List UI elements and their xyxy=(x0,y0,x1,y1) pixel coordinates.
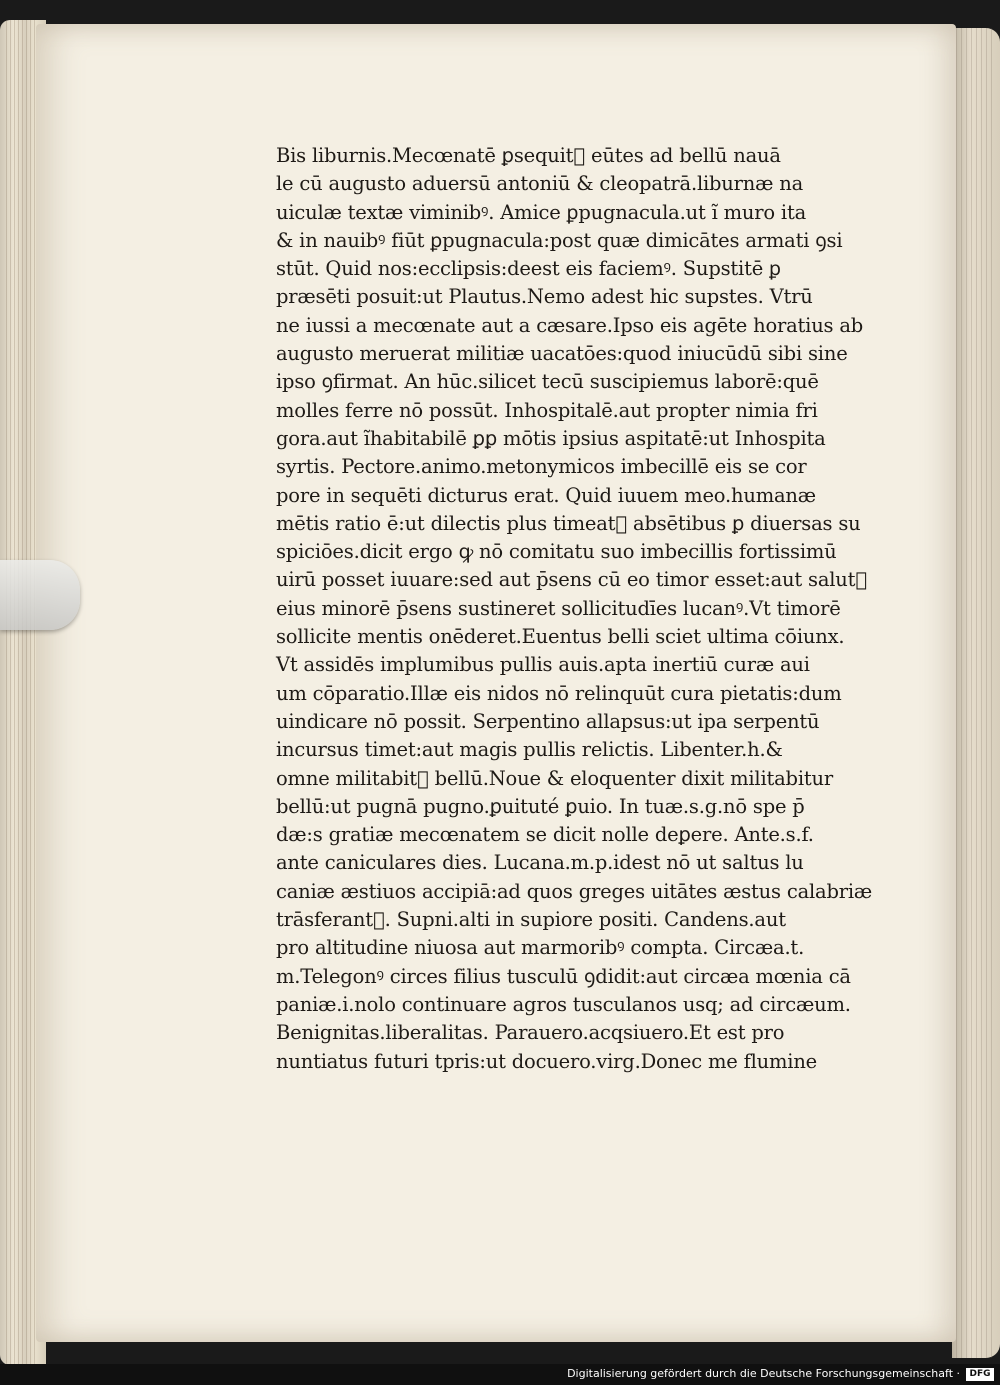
text-line: gora.aut ĩhabitabilē ꝑꝑ mōtis ipsius aspitatē:ut Inhospita xyxy=(276,426,826,450)
digitization-footer xyxy=(0,1364,1000,1385)
text-line: eius minorē p̄sens sustineret sollicitudīes lucanꝰ.Vt timorē xyxy=(276,596,841,620)
text-line: Bis liburnis.Mecœnatē ꝑsequitᷣ eūtes ad bellū nauā xyxy=(276,144,781,167)
page-leaf xyxy=(36,24,956,1342)
text-line: sollicite mentis onēderet.Euentus belli sciet ultima cōiunx. xyxy=(276,625,845,649)
text-line: ipso ꝯfirmat. An hūc.silicet tecū suscipiemus laborē:quē xyxy=(276,370,819,394)
text-line: Benignitas.liberalitas. Parauero.acqsiuero.Et est pro xyxy=(276,1021,785,1045)
text-line: bellū:ut pugnā pugno.ꝑuituté ꝑuio. In tuæ.s.g.nō spe p̄ xyxy=(276,794,805,818)
text-line: spiciōes.dicit ergo ꝙ nō comitatu suo imbecillis fortissimū xyxy=(276,540,837,564)
text-line: Vt assidēs implumibus pullis auis.apta inertiū curæ aui xyxy=(276,653,810,677)
text-line: præsēti posuit:ut Plautus.Nemo adest hic supstes. Vtrū xyxy=(276,285,813,309)
footer-credit-text: Digitalisierung gefördert durch die Deutsche Forschungsgemeinschaft · xyxy=(567,1367,960,1380)
right-page-edges xyxy=(952,28,1000,1358)
text-line: syrtis. Pectore.animo.metonymicos imbecillē eis se cor xyxy=(276,455,807,479)
text-line: le cū augusto aduersū antoniū & cleopatrā.liburnæ na xyxy=(276,172,804,196)
text-line: uirū posset iuuare:sed aut p̄sens cū eo timor esset:aut salutᷣ xyxy=(276,568,868,592)
text-line: stūt. Quid nos:ecclipsis:deest eis faciemꝰ. Supstitē ꝑ xyxy=(276,257,781,281)
text-line: molles ferre nō possūt. Inhospitalē.aut propter nimia fri xyxy=(276,398,818,422)
text-line: pore in sequēti dicturus erat. Quid iuuem meo.humanæ xyxy=(276,483,816,507)
page-clip xyxy=(0,560,80,630)
text-line: pro altitudine niuosa aut marmoribꝰ compta. Circæa.t. xyxy=(276,936,805,960)
text-line: nuntiatus futuri tpris:ut docuero.virg.Donec me flumine xyxy=(276,1049,818,1073)
text-line: um cōparatio.Illæ eis nidos nō relinquūt cura pietatis:dum xyxy=(276,681,842,705)
text-line: uindicare nō possit. Serpentino allapsus:ut ipa serpentū xyxy=(276,709,820,733)
text-line: & in nauibꝰ fiūt ꝑpugnacula:post quæ dimicātes armati ꝯsi xyxy=(276,228,843,252)
text-line: m.Telegonꝰ circes filius tusculū ꝯdidit:aut circæa mœnia cā xyxy=(276,964,851,988)
text-line: omne militabitᷣ bellū.Noue & eloquenter dixit militabitur xyxy=(276,766,833,790)
text-line: incursus timet:aut magis pullis relictis. Libenter.h.& xyxy=(276,738,783,762)
text-line: augusto meruerat militiæ uacatōes:quod iniucūdū sibi sine xyxy=(276,342,848,366)
text-line: ante caniculares dies. Lucana.m.p.idest nō ut saltus lu xyxy=(276,851,804,875)
text-line: caniæ æstiuos accipiā:ad quos greges uitātes æstus calabriæ xyxy=(276,879,873,903)
commentary-text-block xyxy=(276,142,873,1076)
text-line: paniæ.i.nolo continuare agros tusculanos usq; ad circæum. xyxy=(276,992,851,1016)
dfg-logo: DFG xyxy=(966,1368,994,1381)
text-line: uiculæ textæ viminibꝰ. Amice ꝑpugnacula.ut ĩ muro ita xyxy=(276,200,807,224)
text-line: ne iussi a mecœnate aut a cæsare.Ipso eis agēte horatius ab xyxy=(276,313,864,337)
text-line: dæ:s gratiæ mecœnatem se dicit nolle deꝑere. Ante.s.f. xyxy=(276,823,814,847)
text-line: mētis ratio ē:ut dilectis plus timeatᷣ absētibus ꝑ diuersas su xyxy=(276,511,861,535)
text-line: trāsferantᷣ. Supni.alti in supiore positi. Candens.aut xyxy=(276,908,786,932)
